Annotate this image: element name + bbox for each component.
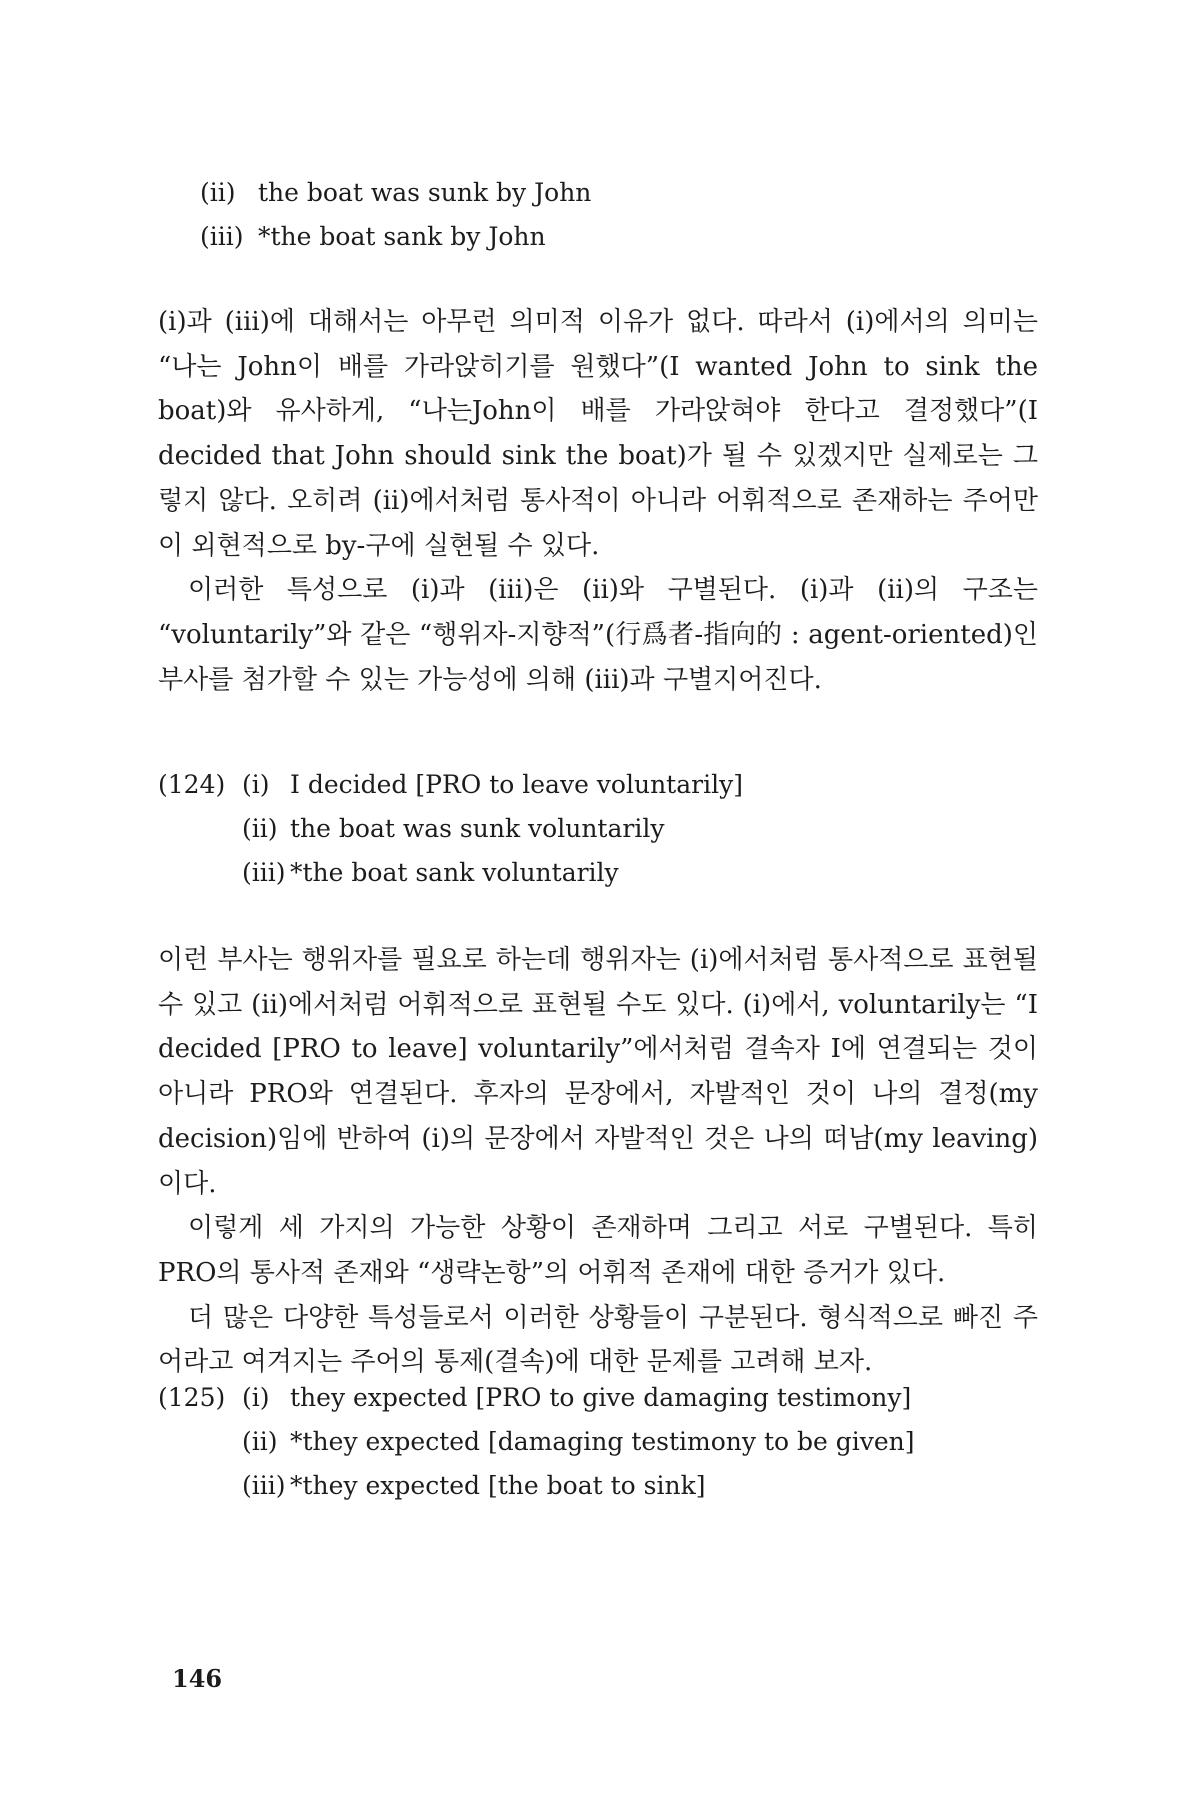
- example-label: (ii): [242, 1427, 278, 1456]
- example-text: *the boat sank voluntarily: [290, 858, 619, 887]
- paragraph: 이렇게 세 가지의 가능한 상황이 존재하며 그리고 서로 구별된다. 특히 PRO의 통사적 존재와 “생략논항”의 어휘적 존재에 대한 증거가 있다.: [158, 1213, 1038, 1288]
- paragraph: 더 많은 다양한 특성들로서 이러한 상황들이 구분된다. 형식적으로 빠진 주어라고 여겨지는 주어의 통제(결속)에 대한 문제를 고려해 보자.: [158, 1302, 1038, 1378]
- example-text: *the boat sank by John: [258, 222, 546, 251]
- example-text: the boat was sunk voluntarily: [290, 814, 665, 843]
- paragraph: (i)과 (iii)에 대해서는 아무런 의미적 이유가 없다. 따라서 (i)에서의 의미는 “나는 John이 배를 가라앉히기를 원했다”(I wanted John to sink the boat)와 유사하게, “나는John이 배를 가라앉혀야 한다고 결정했다”(I decided that John should sink the boat)가 될 수 있겠지만 실제로는 그렇지 않다. 오히려 (ii)에서처럼 통사적이 아니라 어휘적으로 존재하는 주어만이 외현적으로 by-구에 실현될 수 있다.: [158, 307, 1038, 561]
- example-label: (i): [242, 770, 270, 799]
- example-label: (ii): [242, 814, 278, 843]
- example-label: (iii): [242, 1471, 286, 1500]
- example-label: (ii): [200, 178, 236, 207]
- example-124: [158, 770, 858, 910]
- example-text: *they expected [the boat to sink]: [290, 1471, 706, 1500]
- example-text: *they expected [damaging testimony to be given]: [290, 1427, 915, 1456]
- paragraph: 이러한 특성으로 (i)과 (iii)은 (ii)와 구별된다. (i)과 (ii)의 구조는 “voluntarily”와 같은 “행위자-지향적”(行爲者-指向的 : agent-oriented)인 부사를 첨가할 수 있는 가능성에 의해 (iii)과 구별지어진다.: [158, 575, 1038, 695]
- body-text-block-2: [158, 938, 1038, 1385]
- example-125: [158, 1383, 958, 1523]
- example-text: the boat was sunk by John: [258, 178, 592, 207]
- example-number: (125): [158, 1383, 226, 1412]
- example-label: (iii): [242, 858, 286, 887]
- example-label: (iii): [200, 222, 244, 251]
- example-text: I decided [PRO to leave voluntarily]: [290, 770, 743, 799]
- page-number: 146: [172, 1664, 223, 1693]
- example-label: (i): [242, 1383, 270, 1412]
- example-number: (124): [158, 770, 226, 799]
- paragraph: 이런 부사는 행위자를 필요로 하는데 행위자는 (i)에서처럼 통사적으로 표현될 수 있고 (ii)에서처럼 어휘적으로 표현될 수도 있다. (i)에서, voluntarily는 “I decided [PRO to leave] voluntarily”에서처럼 결속자 I에 연결되는 것이 아니라 PRO와 연결된다. 후자의 문장에서, 자발적인 것이 나의 결정(my decision)임에 반하여 (i)의 문장에서 자발적인 것은 나의 떠남(my leaving)이다.: [158, 945, 1038, 1199]
- body-text-block-1: [158, 300, 1038, 702]
- example-text: they expected [PRO to give damaging testimony]: [290, 1383, 912, 1412]
